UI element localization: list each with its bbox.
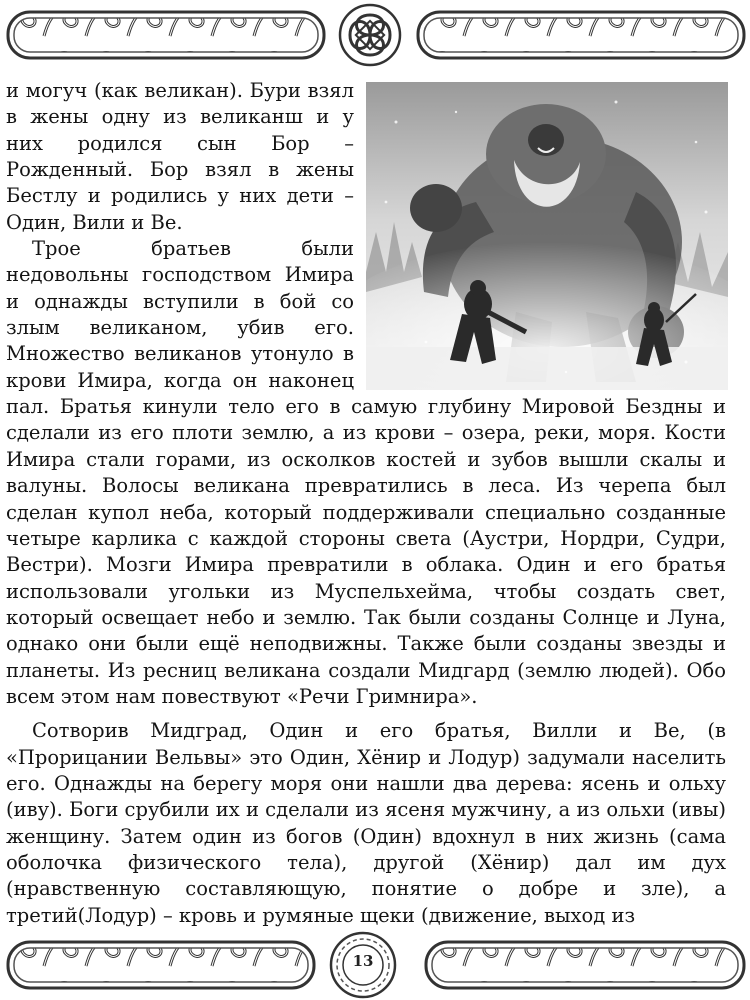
center-knot-icon xyxy=(340,5,400,65)
giant-battle-illustration-icon xyxy=(366,82,728,390)
body-text xyxy=(6,78,726,929)
bottom-border-ornament xyxy=(0,930,750,1000)
giant-battle-illustration xyxy=(366,82,728,390)
top-border-ornament xyxy=(0,0,750,70)
page-number: 13 xyxy=(352,952,374,970)
celtic-border-icon xyxy=(0,0,750,70)
paragraph-3: Сотворив Мидград, Один и его братья, Вилли и Ве, (в «Прорицании Вельвы» это Один, Хёнир и Лодур) задумали населить его. Однажды на берегу моря они нашли два дерева: ясень и ольху (иву). Боги срубили их и сделали из ясеня мужчину, а из ольхи (ивы) женщину. Затем один из богов (Один) вдохнул в них жизнь (сама оболочка физического тела), другой (Хёнир) дал им дух (нравственную составляющую, понятие о добре и зле), а третий(Лодур) – кровь и румяные щеки (движение, выход из xyxy=(6,719,726,927)
paragraph-2: Трое братьев были недовольны господством Имира и однажды вступили в бой со злым великаном, убив его. Множество великанов утонуло в крови Имира, когда он наконец пал. Братья кинули тело его в самую глубину Мировой Бездны и сделали из его плоти землю, а из крови – озера, реки, моря. Кости Имира стали горами, из осколков костей и зубов вышли скалы и валуны. Волосы великана превратились в леса. Из черепа был сделан купол неба, который поддерживали специально созданные четыре карлика с каждой стороны света (Аустри, Нордри, Судри, Вестри). Мозги Имира превратили в облака. Один и его братья использовали угольки из Муспельхейма, чтобы создать свет, который освещает небо и землю. Так были созданы Солнце и Луна, однако они были ещё неподвижны. Также были созданы звезды и планеты. Из ресниц великана создали Мидгард (землю людей). Обо всем этом нам повествуют «Речи Гримнира». xyxy=(6,237,726,708)
paragraph-1: и могуч (как великан). Бури взял в жены одну из великанш и у них родился сын Бор – Рожденный. Бор взял в жены Бестлу и родились у них дети – Один, Вили и Ве. xyxy=(6,79,354,234)
